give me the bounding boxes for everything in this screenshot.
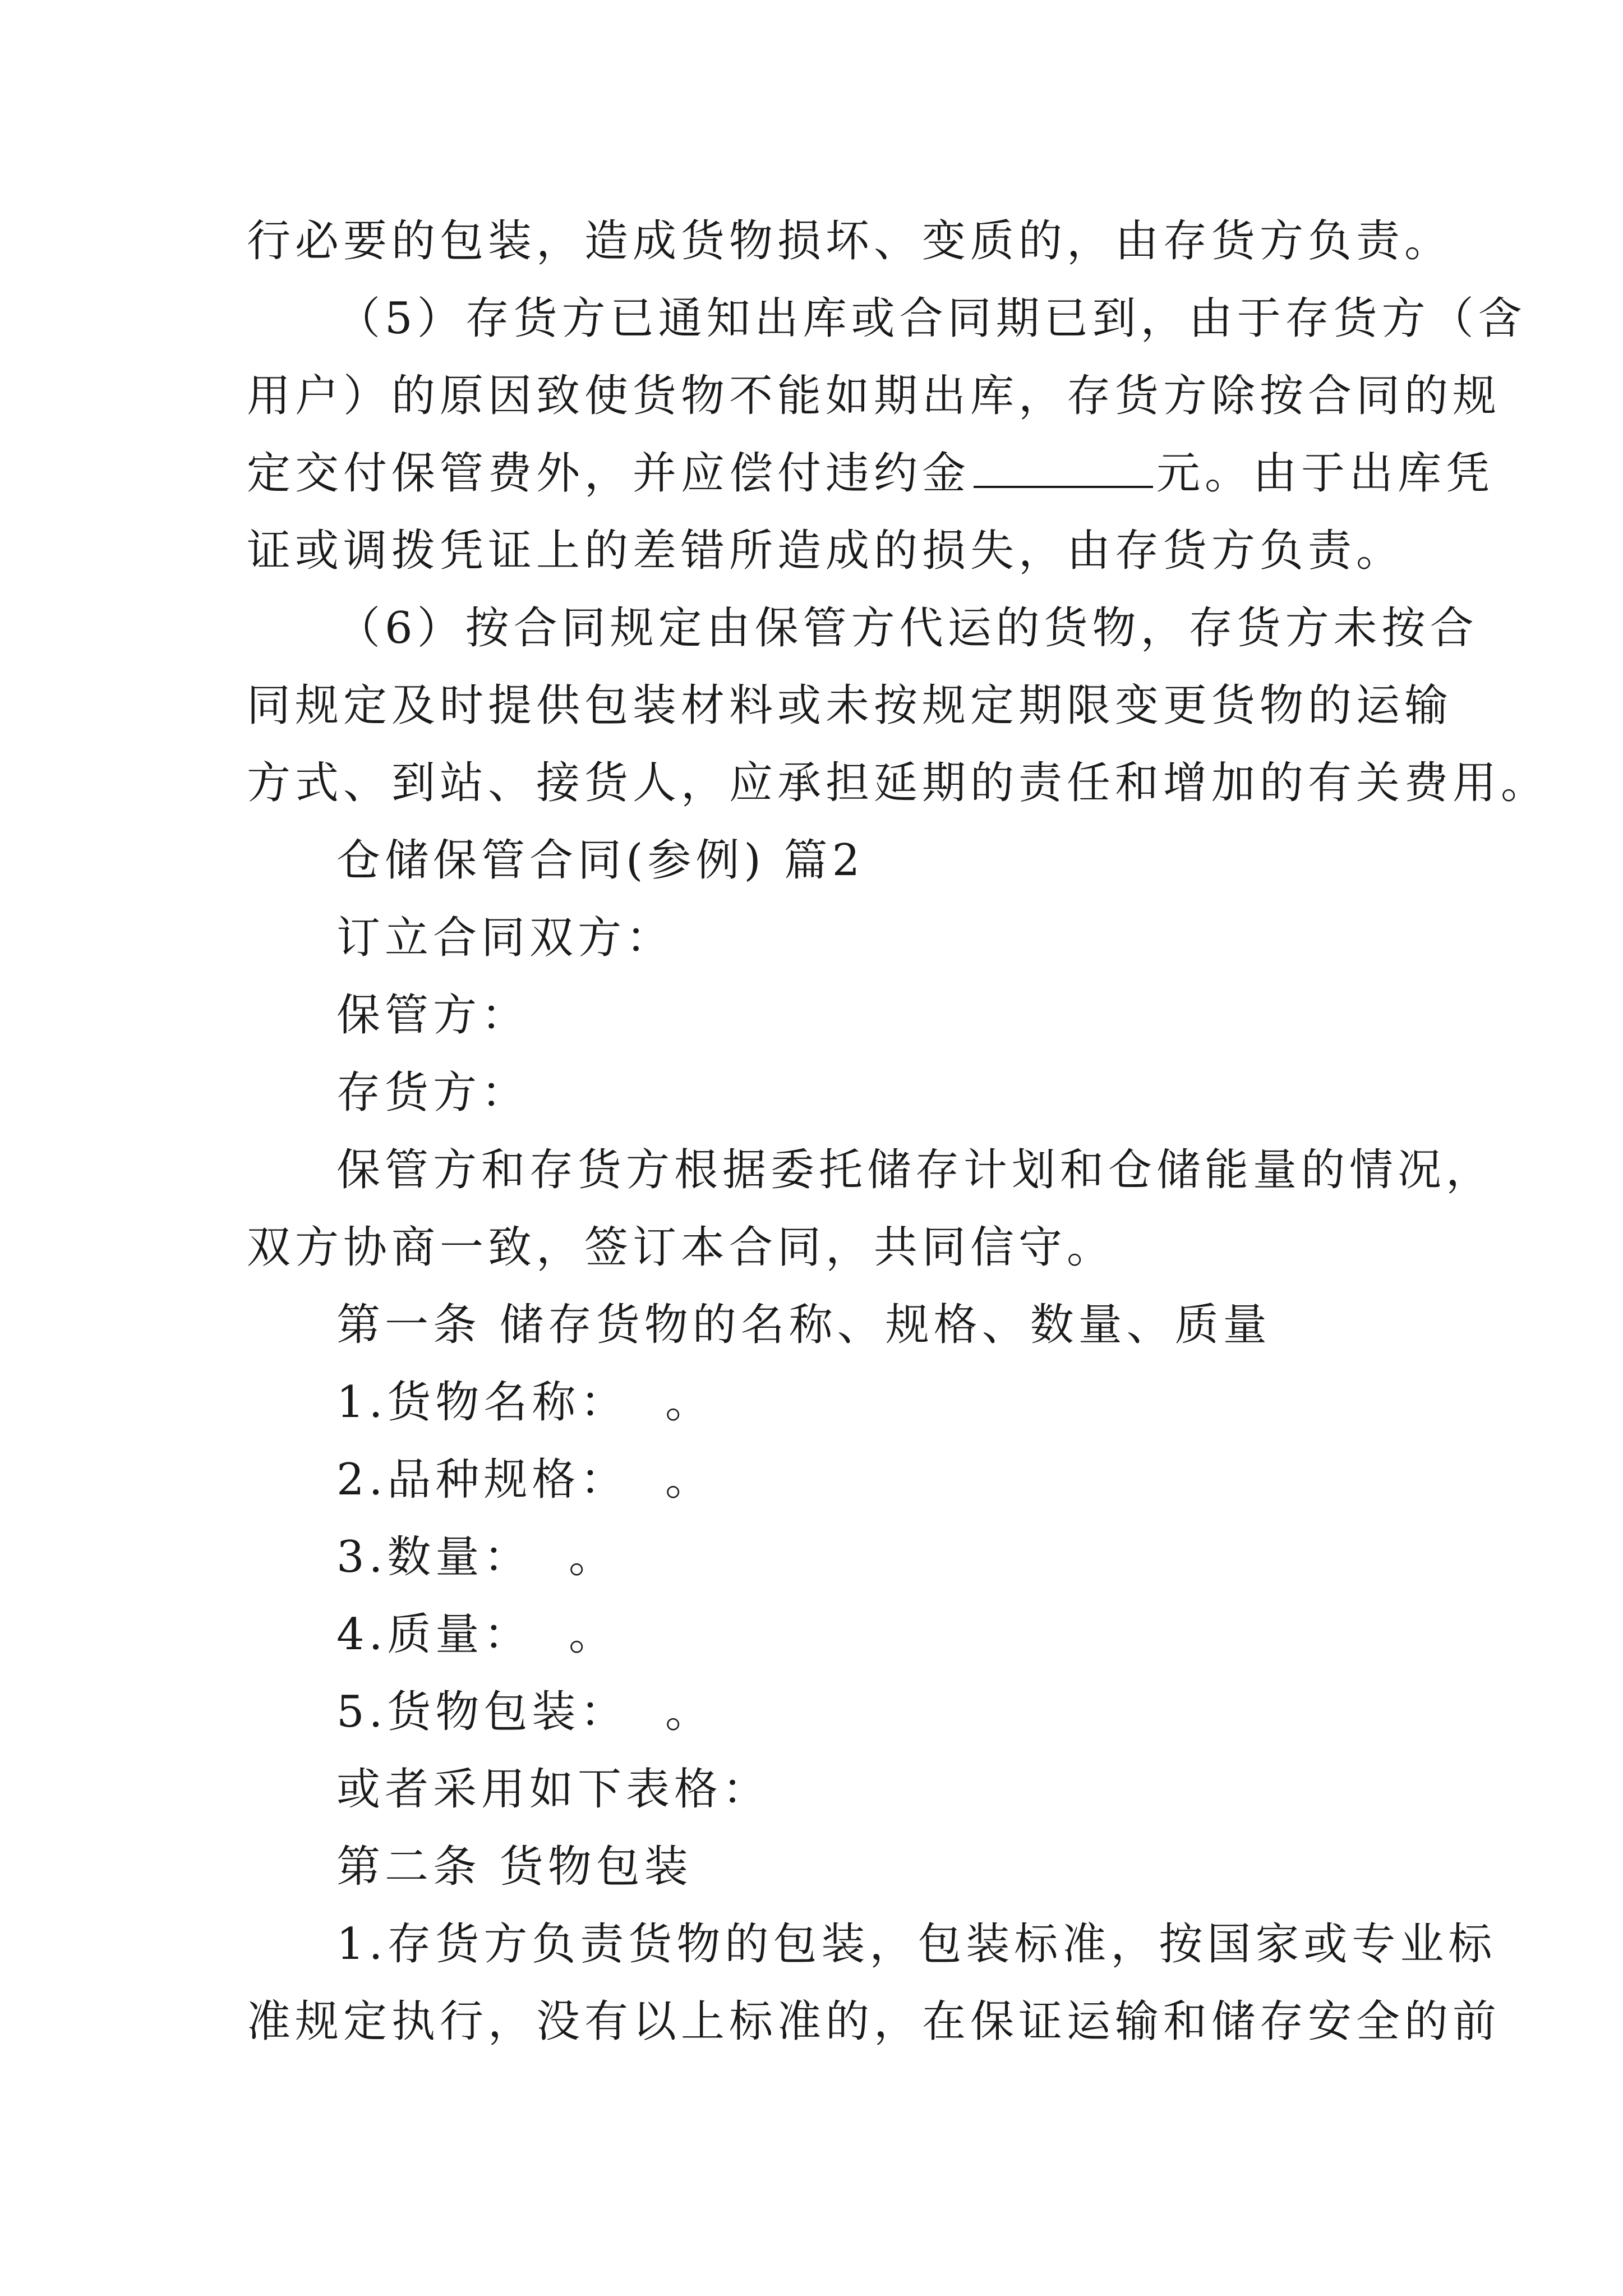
text-line: 保管方： bbox=[336, 990, 530, 1041]
text-line: 保管方和存货方根据委托储存计划和仓储能量的情况， bbox=[336, 1145, 1495, 1195]
text-line: 用户）的原因致使货物不能如期出库，存货方除按合同的规 bbox=[247, 371, 1501, 421]
text-line-with-blank bbox=[247, 445, 1494, 501]
text-line: 双方协商一致，签订本合同，共同信守。 bbox=[247, 1222, 1115, 1273]
list-item: 3.数量： 。 bbox=[336, 1532, 617, 1582]
list-item: 1.货物名称： 。 bbox=[336, 1377, 714, 1428]
text-line: （5）存货方已通知出库或合同期已到，由于存货方（含 bbox=[336, 293, 1527, 344]
list-item: 5.货物包装： 。 bbox=[336, 1687, 714, 1737]
fill-in-blank[interactable] bbox=[974, 447, 1153, 488]
text-line: 行必要的包装，造成货物损坏、变质的，由存货方负责。 bbox=[247, 216, 1453, 266]
text-line: 同规定及时提供包装材料或未按规定期限变更货物的运输 bbox=[247, 680, 1453, 731]
article-heading: 第一条 储存货物的名称、规格、数量、质量 bbox=[336, 1300, 1271, 1350]
list-item: 4.质量： 。 bbox=[336, 1609, 617, 1660]
text-segment: 元。由于出库凭 bbox=[1156, 448, 1495, 499]
text-line: （6）按合同规定由保管方代运的货物，存货方未按合 bbox=[336, 603, 1478, 654]
section-heading: 仓储保管合同(参例) 篇2 bbox=[336, 835, 865, 886]
list-item: 2.品种规格： 。 bbox=[336, 1455, 714, 1505]
text-segment: 定交付保管费外，并应偿付违约金 bbox=[247, 448, 971, 499]
text-line: 或者采用如下表格： bbox=[336, 1764, 771, 1815]
text-line: 方式、到站、接货人，应承担延期的责任和增加的有关费用。 bbox=[247, 758, 1550, 808]
text-line: 订立合同双方： bbox=[336, 913, 675, 963]
text-line: 存货方： bbox=[336, 1068, 530, 1118]
text-line: 证或调拨凭证上的差错所造成的损失，由存货方负责。 bbox=[247, 526, 1405, 576]
text-line: 准规定执行，没有以上标准的，在保证运输和储存安全的前 bbox=[247, 1996, 1501, 2047]
article-heading: 第二条 货物包装 bbox=[336, 1842, 693, 1892]
text-line: 1.存货方负责货物的包装，包装标准，按国家或专业标 bbox=[336, 1919, 1497, 1970]
